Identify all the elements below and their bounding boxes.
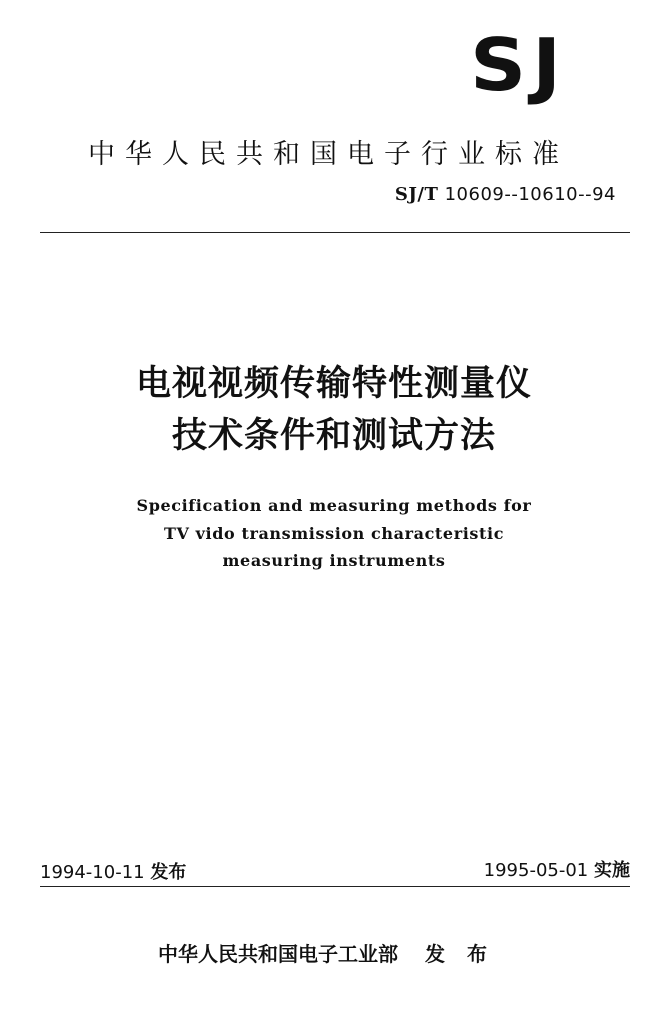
bottom-divider [40, 886, 630, 887]
standard-prefix: SJ/T [394, 184, 439, 205]
organization-standard-heading: 中华人民共和国电子行业标准 [88, 139, 569, 170]
top-divider [40, 232, 630, 233]
standard-number [395, 184, 616, 205]
issue-date [40, 858, 186, 884]
publisher-name: 中华人民共和国电子工业部 [158, 942, 398, 966]
sj-logo: SJ [470, 24, 568, 108]
standard-number-value: 10609--10610--94 [444, 184, 616, 205]
issue-date-label: 发布 [150, 862, 187, 883]
english-title-line-2: TV vido transmission characteristic [163, 524, 505, 543]
chinese-title-line-2: 技术条件和测试方法 [171, 416, 496, 456]
publisher-line [158, 938, 509, 967]
english-title-line-3: measuring instruments [222, 551, 446, 570]
publish-action: 发布 [424, 942, 509, 966]
issue-date-value: 1994-10-11 [40, 862, 145, 883]
effective-date-value: 1995-05-01 [483, 860, 589, 881]
effective-date [484, 856, 630, 882]
english-title-line-1: Specification and measuring methods for [136, 496, 532, 515]
effective-date-label: 实施 [594, 860, 630, 881]
chinese-title-line-1: 电视视频传输特性测量仪 [135, 364, 532, 404]
